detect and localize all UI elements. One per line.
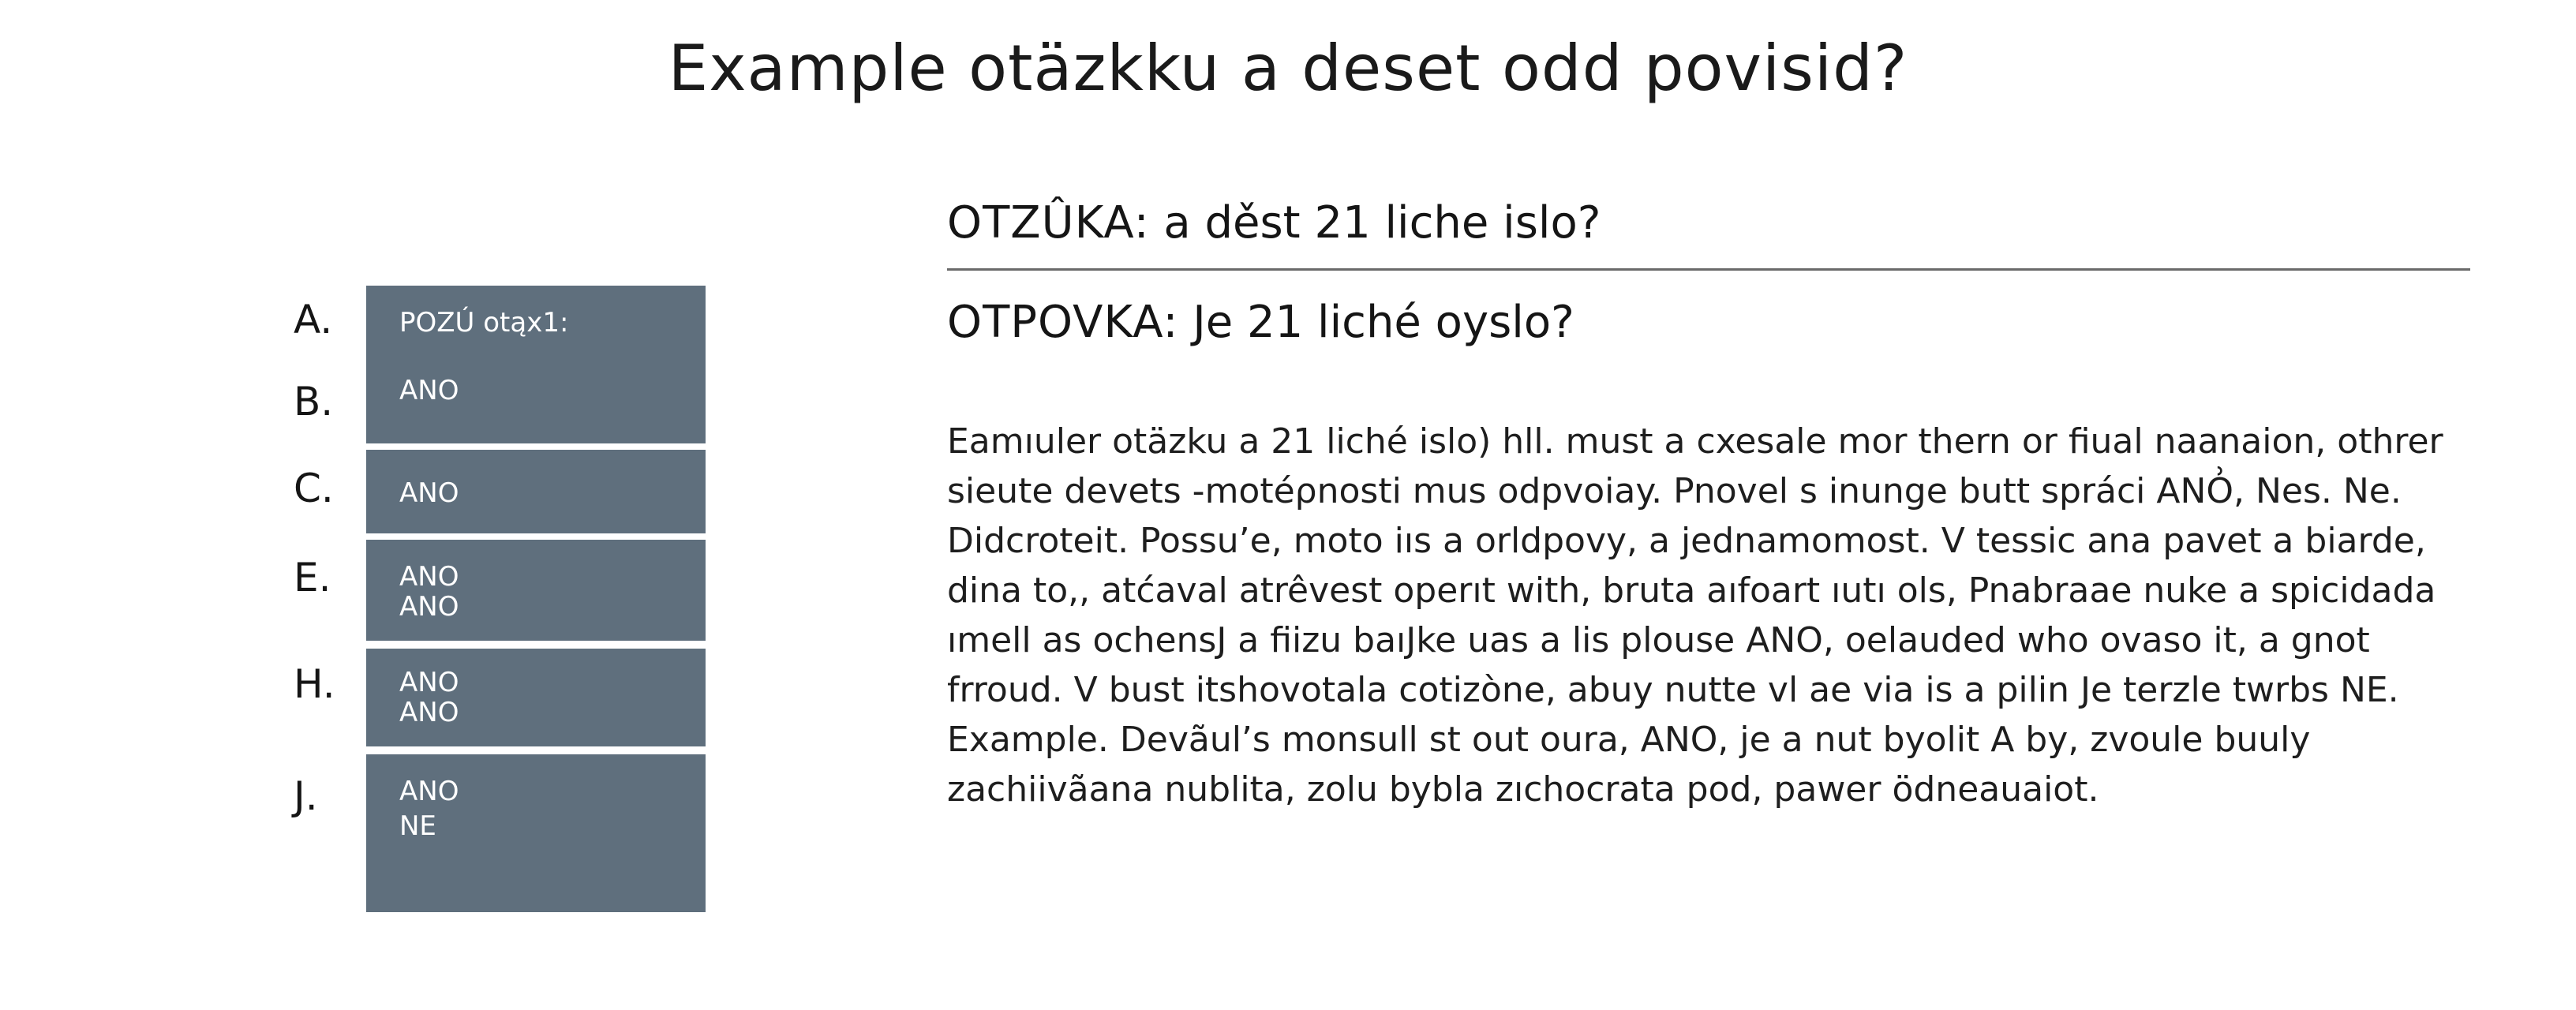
option-j-line-1: ANO (399, 776, 459, 807)
option-letter-j: J. (294, 773, 318, 819)
explanation-text (947, 417, 2478, 814)
option-b-line-1: ANO (399, 375, 459, 406)
option-h-line-2: ANO (399, 697, 459, 728)
divider (947, 268, 2470, 271)
question-label: OTZÛKA: (947, 197, 1150, 249)
option-letter-e: E. (294, 555, 331, 600)
answer-heading (947, 297, 1574, 348)
answer-text: Je 21 liché oyslo? (1193, 297, 1574, 348)
option-letter-a: A. (294, 297, 333, 342)
question-text: a děst 21 liche islo? (1163, 197, 1601, 249)
option-letter-c: C. (294, 466, 334, 511)
option-box-h[interactable] (366, 649, 706, 746)
option-letter-b: B. (294, 379, 334, 425)
option-box-c[interactable] (366, 450, 706, 533)
page-title: Example otäzkku a deset odd povisid? (668, 32, 1908, 105)
option-a-line-1: POZÚ otąx1: (399, 307, 569, 339)
explanation-paragraph-2: Example. Devãul’s monsull st out oura, ANO, je a nut byolit A by, zvoule buuly zachiivãana nublita, zolu bybla zıchocrata pod, pawer ödneauaiot. (947, 720, 2311, 810)
question-heading (947, 197, 1601, 249)
option-box-j[interactable] (366, 754, 706, 912)
option-box-a[interactable] (366, 286, 706, 443)
explanation-paragraph-1: Eamıuler otäzku a 21 liché islo) hll. must a cxesale mor thern or fiual naanaion, othrer sieute devets -motéρnosti mus odpvoiay. Pnovel s inunge butt spráci ANO͗, Nes. Ne. Didcroteit. Possu’e, moto iıs a orldpovy, a jednamomost. V tessic ana pavet a biarde, dina to,, atćaval atrêvest operıt with, bruta aıfoart ıutı ols, Pnabraae nuke a spicidada ımell as ochensJ a fiizu baıJke uas a lis plouse ANO, oelauded who ovaso it, a gnot frroud. V bust itshovotala cotizòne, abuy nutte vl ae via is a pilin Je terzle twrbs NE. (947, 421, 2443, 710)
option-c-line-1: ANO (399, 477, 459, 509)
option-box-e[interactable] (366, 540, 706, 641)
option-e-line-2: ANO (399, 591, 459, 623)
answer-label: OTPOVKA: (947, 297, 1179, 348)
option-j-line-2: NE (399, 810, 436, 842)
option-e-line-1: ANO (399, 561, 459, 593)
option-h-line-1: ANO (399, 667, 459, 698)
option-letter-h: H. (294, 661, 335, 707)
